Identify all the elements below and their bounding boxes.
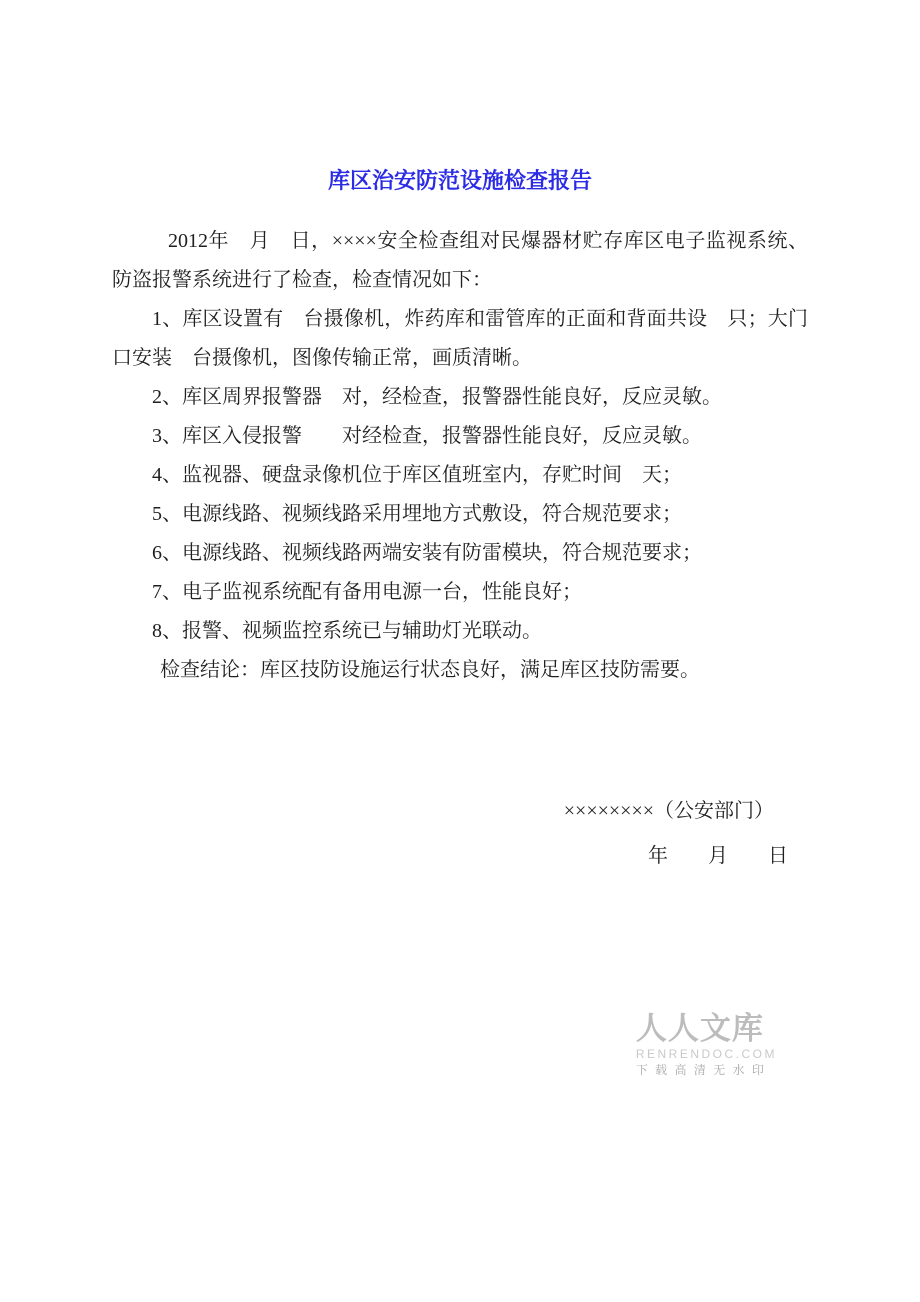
conclusion-paragraph: 检查结论：库区技防设施运行状态良好，满足库区技防需要。 [160, 659, 700, 681]
report-item-1: 1、库区设置有 台摄像机，炸药库和雷管库的正面和背面共设 只；大门口安装 台摄像机，图像传输正常，画质清晰。 [112, 308, 808, 369]
intro-paragraph: 2012年 月 日，××××安全检查组对民爆器材贮存库区电子监视系统、防盗报警系统进行了检查，检查情况如下： [112, 230, 808, 291]
watermark-tagline: 下 载 高 清 无 水 印 [635, 1063, 766, 1077]
watermark [636, 1012, 777, 1078]
report-item-6: 6、电源线路、视频线路两端安装有防雷模块，符合规范要求； [152, 542, 702, 564]
report-item-2: 2、库区周界报警器 对，经检查，报警器性能良好，反应灵敏。 [152, 386, 722, 408]
report-item-8: 8、报警、视频监控系统已与辅助灯光联动。 [152, 620, 542, 642]
watermark-brand: 人人文库 [635, 1011, 764, 1046]
signature-date: 年 月 日 [648, 845, 788, 867]
report-item-4: 4、监视器、硬盘录像机位于库区值班室内，存贮时间 天； [152, 464, 682, 486]
document-title: 库区治安防范设施检查报告 [327, 168, 592, 193]
signature-org: ××××××××（公安部门） [563, 800, 774, 822]
document-body [112, 0, 808, 879]
report-item-3: 3、库区入侵报警 对经检查，报警器性能良好，反应灵敏。 [152, 425, 702, 447]
signature-block [112, 789, 808, 879]
watermark-domain: RENRENDOC.COM [635, 1047, 777, 1061]
report-item-5: 5、电源线路、视频线路采用埋地方式敷设，符合规范要求； [152, 503, 682, 525]
report-item-7: 7、电子监视系统配有备用电源一台，性能良好； [152, 581, 582, 603]
